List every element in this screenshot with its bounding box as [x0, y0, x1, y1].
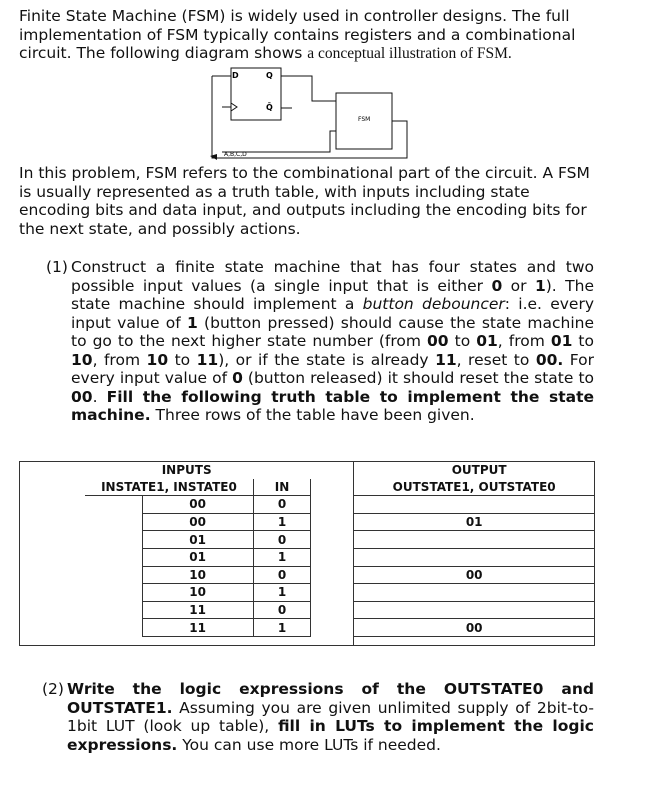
q1-i1: button debouncer	[362, 295, 505, 313]
q1-t5: (button pressed) should cause the state machine to go to the next higher state number (from	[71, 313, 594, 350]
out-cell[interactable]	[354, 601, 595, 619]
d-label: D	[232, 71, 239, 80]
state-cell: 01	[142, 548, 253, 566]
q1-t13: For every input value of	[71, 350, 594, 387]
q1-t12: , reset to	[456, 350, 536, 369]
q1-b5: 01	[550, 332, 573, 350]
intro-text: Finite State Machine (FSM) is widely used in controller designs. The full implementation of FSM typically contains registers and a combinational circuit. The following diagram shows	[19, 7, 576, 62]
q1-t10: to	[168, 350, 197, 369]
q1-t16: Three rows of the table have been given.	[150, 406, 475, 424]
q1-t3: ). The state machine should implement a	[71, 276, 594, 313]
state-cell: 11	[142, 601, 253, 619]
col-header-out: OUTSTATE1, OUTSTATE0	[354, 479, 595, 496]
state-cell: 00	[142, 496, 253, 514]
in-cell: 1	[253, 548, 311, 566]
out-cell[interactable]: 00	[354, 619, 595, 637]
in-cell: 0	[253, 601, 311, 619]
table-row	[20, 601, 595, 619]
intro-text-tail: a conceptual illustration of FSM.	[307, 45, 512, 62]
out-cell[interactable]	[354, 496, 595, 514]
q1-t7: , from	[497, 332, 551, 350]
out-cell[interactable]	[354, 548, 595, 566]
q1-t15: .	[92, 387, 107, 406]
q2-b1: Write the logic expressions of the OUTSTATE0 and OUTSTATE1.	[67, 680, 594, 717]
intro-paragraph	[19, 7, 597, 64]
q1-t9: , from	[92, 350, 147, 369]
q1-b3: 00	[427, 332, 449, 350]
q1-b6: 10	[71, 350, 93, 369]
q1-t4: : i.e. every input value of	[71, 295, 594, 332]
q1-t6: to	[448, 332, 477, 350]
q1-t11: ), or if the state is already	[218, 350, 436, 369]
q1-t1: Construct a finite state machine that has four states and two possible input values (a single input that is either	[71, 258, 594, 295]
q2-number: (2)	[42, 680, 64, 698]
table-row	[20, 531, 595, 549]
truth-table	[19, 461, 595, 646]
q1-number: (1)	[46, 258, 68, 276]
q1-b12: 00	[71, 387, 93, 406]
in-cell: 0	[253, 566, 311, 584]
table-row	[20, 566, 595, 584]
q1-b9: 11	[435, 350, 457, 369]
q1-t2: or	[502, 276, 535, 295]
table-row	[20, 548, 595, 566]
output-header: OUTPUT	[354, 462, 595, 479]
out-cell[interactable]: 01	[354, 513, 595, 531]
state-cell: 10	[142, 566, 253, 584]
fsm-diagram	[200, 66, 415, 160]
q-label: Q	[266, 71, 273, 80]
q1-text	[71, 258, 594, 425]
state-cell: 00	[142, 513, 253, 531]
q1-b4: 01	[476, 332, 498, 350]
table-row	[20, 513, 595, 531]
state-cell: 01	[142, 531, 253, 549]
out-cell[interactable]	[354, 531, 595, 549]
out-cell[interactable]: 00	[354, 566, 595, 584]
qbar-label: Q̄	[266, 103, 273, 112]
q2-t2: You can use more LUTs if needed.	[177, 735, 441, 754]
col-header-in: IN	[253, 479, 311, 496]
problem-paragraph: In this problem, FSM refers to the combinational part of the circuit. A FSM is usually represented as a truth table, with inputs including state encoding bits and data input, and outputs including the encoding bits for the next state, and possibly actions.	[19, 164, 590, 238]
q1-b10: 00.	[535, 350, 564, 369]
q2-b2: fill in LUTs to implement the logic expressions.	[67, 717, 594, 754]
table-row	[20, 619, 595, 637]
q1-b0: 0	[491, 276, 503, 295]
in-cell: 0	[253, 531, 311, 549]
in-cell: 1	[253, 513, 311, 531]
q1-b2: 1	[186, 313, 198, 332]
q1-b11: 0	[232, 369, 243, 387]
out-cell[interactable]	[354, 584, 595, 602]
table-row	[20, 584, 595, 602]
q1-t14: (button released) it should reset the state to	[242, 369, 595, 387]
in-cell: 0	[253, 496, 311, 514]
q1-b8: 11	[196, 350, 219, 369]
in-cell: 1	[253, 584, 311, 602]
q1-t8: to	[572, 332, 594, 350]
in-cell: 1	[253, 619, 311, 637]
state-cell: 10	[142, 584, 253, 602]
q1-b7: 10	[146, 350, 169, 369]
table-row	[20, 496, 595, 514]
q2-t1: Assuming you are given unlimited supply of 2bit-to-1bit LUT (look up table),	[67, 698, 594, 735]
q1-b13: Fill the following truth table to implement the state machine.	[71, 387, 594, 424]
q1-b1: 1	[534, 276, 546, 295]
fsm-label: FSM	[358, 116, 371, 123]
col-header-state: INSTATE1, INSTATE0	[85, 479, 253, 496]
state-cell: 11	[142, 619, 253, 637]
q2-text	[67, 680, 594, 754]
inputs-header: INPUTS	[20, 462, 354, 479]
inputs-label: A,B,C,D	[224, 151, 247, 158]
